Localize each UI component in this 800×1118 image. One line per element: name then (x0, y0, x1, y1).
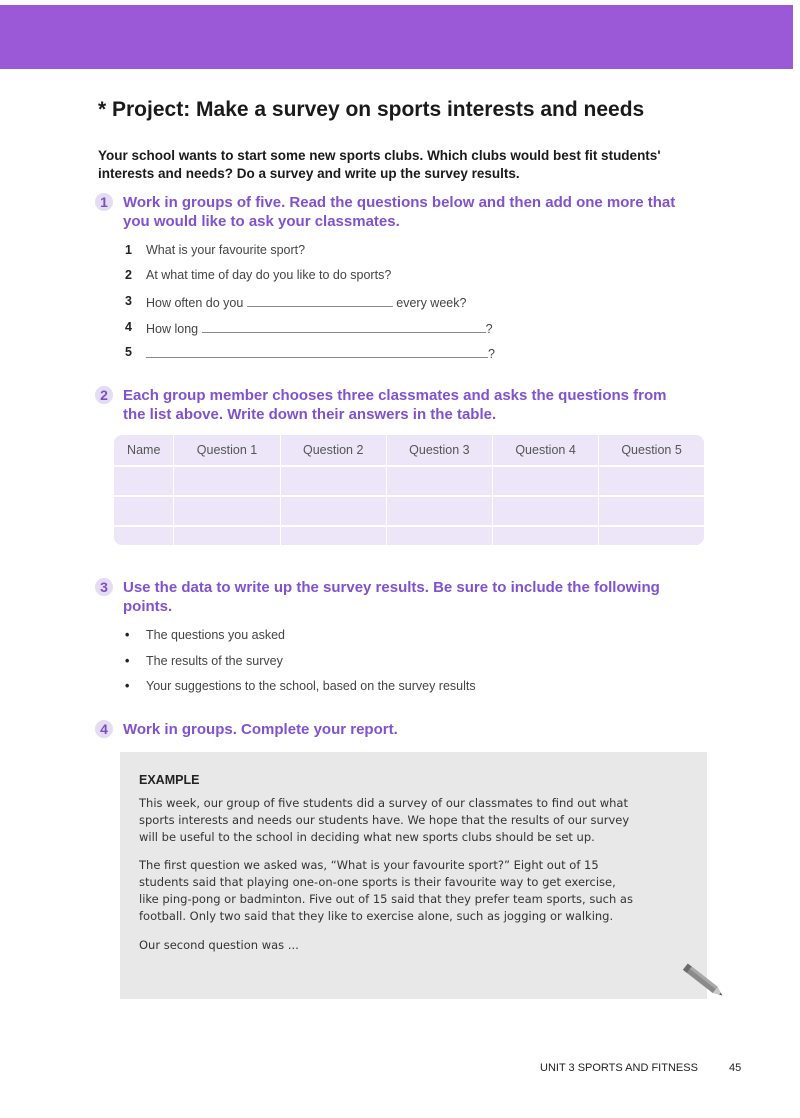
fill-in-blank[interactable] (146, 345, 488, 358)
example-paragraph (139, 857, 694, 925)
table-cell[interactable] (386, 496, 492, 526)
bullet-dot: • (125, 679, 130, 693)
table-row (114, 496, 704, 526)
table-cell[interactable] (492, 526, 598, 555)
top-color-band (0, 5, 793, 69)
bullet-dot: • (125, 628, 130, 642)
question-text (146, 320, 493, 336)
question-text-after: ? (488, 347, 495, 361)
bullet-dot: • (125, 654, 130, 668)
table-cell[interactable] (280, 466, 386, 496)
task-line: Each group member chooses three classmates and asks the questions from (123, 387, 667, 404)
question-text (146, 294, 466, 310)
task-line: you would like to ask your classmates. (123, 213, 400, 230)
column-header: Question 1 (174, 435, 280, 466)
task-instruction (123, 578, 708, 616)
column-header: Name (114, 435, 174, 466)
table-cell[interactable] (174, 466, 280, 496)
bullet-text: Your suggestions to the school, based on the survey results (146, 679, 476, 693)
bullet-text: The results of the survey (146, 654, 283, 668)
bullet-text: The questions you asked (146, 628, 285, 642)
task-line: Work in groups of five. Read the questions below and then add one more that (123, 194, 676, 211)
example-paragraph: Our second question was ... (139, 938, 299, 952)
table-cell[interactable] (492, 466, 598, 496)
table-cell[interactable] (114, 526, 174, 555)
question-text-after: ? (485, 322, 493, 336)
table-cell[interactable] (114, 466, 174, 496)
question-text-before: How often do you (146, 296, 244, 310)
table-cell[interactable] (386, 526, 492, 555)
task-3 (95, 578, 710, 618)
table-cell[interactable] (599, 496, 704, 526)
table-cell[interactable] (174, 496, 280, 526)
example-line: students said that playing one-on-one sports is their favourite way to get exercise, (139, 875, 616, 889)
example-line: like ping-pong or badminton. Five out of 15 said that they prefer team sports, such as (139, 892, 633, 906)
table-cell[interactable] (280, 526, 386, 555)
task-instruction (123, 386, 708, 424)
question-number: 1 (125, 243, 132, 257)
question-text-after: every week? (396, 296, 467, 310)
question-number: 3 (125, 294, 132, 308)
question-text-before: How long (146, 322, 199, 336)
task-number: 3 (95, 578, 113, 596)
pencil-icon (680, 962, 730, 1002)
column-header: Question 5 (621, 443, 682, 457)
survey-table-grid (114, 435, 704, 555)
task-number: 4 (95, 720, 113, 738)
example-heading: EXAMPLE (139, 773, 200, 787)
table-row (114, 466, 704, 496)
task-instruction (123, 720, 708, 739)
task-4 (95, 720, 710, 740)
table-cell[interactable] (280, 496, 386, 526)
task-1 (95, 193, 710, 233)
footer-unit-label: UNIT 3 SPORTS AND FITNESS (540, 1062, 698, 1074)
fill-in-blank[interactable] (247, 294, 393, 307)
column-header: Question 2 (280, 435, 386, 466)
column-header: Question 3 (386, 435, 492, 466)
intro-line-1: Your school wants to start some new sports clubs. Which clubs would best fit students' (98, 148, 661, 163)
table-cell[interactable] (492, 496, 598, 526)
table-cell[interactable] (114, 496, 174, 526)
question-text (146, 345, 495, 361)
question-text: What is your favourite sport? (146, 243, 306, 257)
intro-line-2: interests and needs? Do a survey and write up the survey results. (98, 166, 520, 181)
table-cell[interactable] (599, 526, 704, 555)
task-line: Work in groups. Complete your report. (123, 721, 398, 738)
example-line: sports interests and needs our students have. We hope that the results of our survey (139, 813, 630, 827)
question-number: 2 (125, 268, 132, 282)
question-number: 5 (125, 345, 132, 359)
survey-table (114, 435, 704, 545)
example-box (120, 752, 707, 999)
task-line: the list above. Write down their answers in the table. (123, 406, 497, 423)
page-number: 45 (729, 1062, 742, 1074)
page-title: * Project: Make a survey on sports interests and needs (98, 98, 645, 121)
question-text: At what time of day do you like to do sports? (146, 268, 392, 282)
table-cell[interactable] (599, 466, 704, 496)
example-line: football. Only two said that they like to exercise alone, such as jogging or walking. (139, 909, 614, 923)
fill-in-blank[interactable] (202, 320, 486, 333)
example-paragraph (139, 795, 694, 846)
question-number: 4 (125, 320, 132, 334)
task-line: points. (123, 598, 173, 615)
table-header-row (114, 435, 704, 466)
column-header: Question 4 (492, 435, 598, 466)
task-2 (95, 386, 710, 426)
table-cell[interactable] (174, 526, 280, 555)
task-number: 1 (95, 193, 113, 211)
table-cell[interactable] (386, 466, 492, 496)
example-line: The first question we asked was, “What is your favourite sport?” Eight out of 15 (139, 858, 599, 872)
example-line: will be useful to the school in deciding what new sports clubs should be set up. (139, 830, 595, 844)
task-number: 2 (95, 386, 113, 404)
example-line: This week, our group of five students did a survey of our classmates to find out what (139, 796, 628, 810)
task-line: Use the data to write up the survey results. Be sure to include the following (123, 579, 660, 596)
task-instruction (123, 193, 708, 231)
intro-text (98, 147, 708, 183)
table-row (114, 526, 704, 555)
